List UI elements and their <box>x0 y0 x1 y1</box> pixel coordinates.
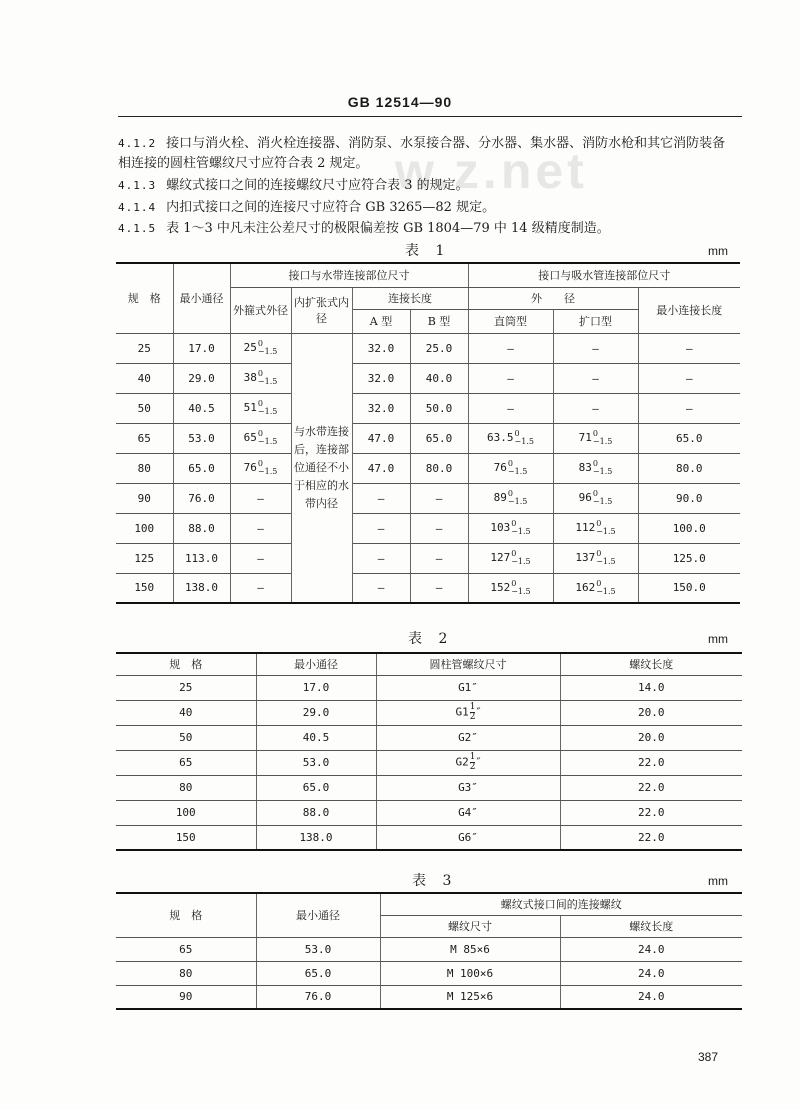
cell-spec: 80 <box>116 961 256 985</box>
cell-bore: 53.0 <box>173 423 230 453</box>
tolerance <box>596 580 615 596</box>
cell-value: — <box>257 581 264 595</box>
t3-header-bore: 最小通径 <box>256 893 380 937</box>
thread-size: G4″ <box>458 806 478 819</box>
clause-text: 内扣式接口之间的连接尺寸应符合 GB 3265—82 规定。 <box>166 200 496 215</box>
cell-type-b: — <box>410 543 468 573</box>
thread-size: G2″ <box>458 731 478 744</box>
cell-bore: 53.0 <box>256 750 376 775</box>
cell-value: — <box>592 341 599 355</box>
cell-thread <box>376 825 560 850</box>
cell-flared <box>553 543 638 573</box>
cell-length: 20.0 <box>560 700 742 725</box>
tolerance-lower: −1.5 <box>511 586 531 596</box>
cell-type-b: — <box>410 573 468 603</box>
table1-unit: mm <box>708 244 728 258</box>
tolerance <box>596 520 615 536</box>
cell-min-length: 100.0 <box>638 513 740 543</box>
tolerance-upper: 0 <box>511 578 517 588</box>
table3-caption: 表 3 <box>412 873 458 889</box>
cell-bore: 113.0 <box>173 543 230 573</box>
header-type-b: B 型 <box>410 309 468 333</box>
tolerance <box>511 520 530 536</box>
cell-spec: 100 <box>116 800 256 825</box>
cell-thread <box>376 800 560 825</box>
thread-size: G1 <box>455 705 469 719</box>
tolerance-lower: −1.5 <box>511 527 531 536</box>
table-row <box>116 725 742 750</box>
cell-type-a: 47.0 <box>352 423 410 453</box>
tolerance <box>593 490 612 506</box>
table-row <box>116 513 740 543</box>
cell-min-length: 80.0 <box>638 453 740 483</box>
tolerance-lower: −1.5 <box>511 557 531 566</box>
header-min-conn-length: 最小连接长度 <box>638 287 740 333</box>
cell-type-a: — <box>352 543 410 573</box>
cell-value: 112 <box>575 521 596 534</box>
cell-length: 24.0 <box>560 985 742 1009</box>
cell-min-length: 65.0 <box>638 423 740 453</box>
tolerance-lower: −1.5 <box>592 497 613 506</box>
header-conn-length: 连接长度 <box>352 287 468 309</box>
cell-value: — <box>257 491 264 505</box>
cell-thread-size: M 85×6 <box>380 937 560 961</box>
t3-header-size: 螺纹尺寸 <box>380 915 560 937</box>
cell-bore: 76.0 <box>173 483 230 513</box>
cell-spec: 40 <box>116 700 256 725</box>
tolerance-lower: −1.5 <box>257 347 278 356</box>
cell-value: 65 <box>243 431 257 444</box>
t2-header-bore: 最小通径 <box>256 653 376 675</box>
cell-value: — <box>507 371 514 385</box>
tolerance-lower: −1.5 <box>257 407 278 416</box>
cell-min-length: — <box>638 333 740 363</box>
cell-spec: 150 <box>116 825 256 850</box>
cell-straight <box>468 453 553 483</box>
cell-length: 24.0 <box>560 937 742 961</box>
table-row <box>116 700 742 725</box>
cell-hoop <box>230 573 291 603</box>
cell-type-b: 50.0 <box>410 393 468 423</box>
tolerance <box>508 460 527 476</box>
tolerance <box>593 430 612 446</box>
cell-length: 22.0 <box>560 825 742 850</box>
tolerance-upper: 0 <box>257 339 263 348</box>
tolerance-upper: 0 <box>592 489 598 498</box>
header-min-bore: 最小通径 <box>173 263 230 333</box>
cell-min-length: — <box>638 363 740 393</box>
clause-number: 4.1.3 <box>118 179 157 192</box>
cell-length: 14.0 <box>560 675 742 700</box>
cell-spec: 90 <box>116 985 256 1009</box>
cell-type-b: — <box>410 513 468 543</box>
tolerance-upper: 0 <box>592 429 598 438</box>
fraction-numerator: 1 <box>469 752 476 762</box>
t2-header-len: 螺纹长度 <box>560 653 742 675</box>
header-suction-group: 接口与吸水管连接部位尺寸 <box>468 263 740 287</box>
tolerance-upper: 0 <box>514 429 520 438</box>
cell-straight <box>468 543 553 573</box>
cell-spec: 90 <box>116 483 173 513</box>
cell-type-a: — <box>352 573 410 603</box>
t2-header-spec: 规 格 <box>116 653 256 675</box>
cell-spec: 50 <box>116 393 173 423</box>
cell-value: 152 <box>490 580 511 594</box>
inch-mark: ″ <box>476 755 481 769</box>
cell-type-a: — <box>352 513 410 543</box>
t3-header-spec: 规 格 <box>116 893 256 937</box>
tolerance <box>593 460 612 476</box>
clause-4-1-4 <box>118 198 748 218</box>
table-row <box>116 483 740 513</box>
thread-size: G1″ <box>458 681 478 694</box>
cell-value: — <box>592 401 599 415</box>
cell-length: 20.0 <box>560 725 742 750</box>
cell-hoop <box>230 393 291 423</box>
table3-unit: mm <box>708 874 728 888</box>
cell-min-length: 90.0 <box>638 483 740 513</box>
cell-type-b: 25.0 <box>410 333 468 363</box>
cell-type-a: 47.0 <box>352 453 410 483</box>
tolerance-lower: −1.5 <box>507 467 528 476</box>
cell-spec: 25 <box>116 333 173 363</box>
tolerance-upper: 0 <box>507 489 513 498</box>
table-row <box>116 937 742 961</box>
header-type-a: A 型 <box>352 309 410 333</box>
table-row <box>116 775 742 800</box>
cell-hoop <box>230 453 291 483</box>
fraction-numerator: 1 <box>469 702 476 712</box>
clause-4-1-5 <box>118 219 748 239</box>
cell-straight <box>468 333 553 363</box>
clause-number: 4.1.4 <box>118 201 157 214</box>
table-row <box>116 750 742 775</box>
header-outer-dia: 外 径 <box>468 287 638 309</box>
clause-4-1-2 <box>118 134 748 154</box>
tolerance <box>511 580 530 596</box>
tolerance-upper: 0 <box>257 459 263 468</box>
cell-type-a: — <box>352 483 410 513</box>
clause-4-1-3 <box>118 176 748 196</box>
cell-straight <box>468 393 553 423</box>
tolerance-upper: 0 <box>596 578 602 588</box>
cell-thread <box>376 775 560 800</box>
header-straight: 直筒型 <box>468 309 553 333</box>
thread-size: G3″ <box>458 781 478 794</box>
cell-spec: 50 <box>116 725 256 750</box>
clause-text: 螺纹式接口之间的连接螺纹尺寸应符合表 3 的规定。 <box>166 178 469 193</box>
cell-bore: 65.0 <box>173 453 230 483</box>
cell-spec: 80 <box>116 453 173 483</box>
cell-bore: 88.0 <box>173 513 230 543</box>
tolerance-upper: 0 <box>596 549 602 558</box>
table-row <box>116 363 740 393</box>
page-number: 387 <box>698 1050 719 1064</box>
table2-caption: 表 2 <box>408 631 454 647</box>
cell-bore: 88.0 <box>256 800 376 825</box>
cell-value: 63.5 <box>487 431 514 444</box>
clause-4-1-2-cont: 相连接的圆柱管螺纹尺寸应符合表 2 规定。 <box>118 156 369 171</box>
cell-spec: 125 <box>116 543 173 573</box>
cell-flared <box>553 483 638 513</box>
cell-type-b: 80.0 <box>410 453 468 483</box>
cell-spec: 80 <box>116 775 256 800</box>
cell-spec: 150 <box>116 573 173 603</box>
tolerance-upper: 0 <box>511 549 517 558</box>
watermark: w.z.net <box>395 143 588 199</box>
cell-min-length: 125.0 <box>638 543 740 573</box>
cell-value: 76 <box>493 461 507 474</box>
cell-min-length: — <box>638 393 740 423</box>
cell-value: 83 <box>578 461 592 474</box>
clause-text: 接口与消火栓、消火栓连接器、消防泵、水泵接合器、分水器、集水器、消防水枪和其它消防装备 <box>166 136 726 151</box>
cell-value: 96 <box>578 491 592 504</box>
header-outer-hoop: 外箍式外径 <box>230 287 291 333</box>
thread-fraction <box>470 753 476 772</box>
tolerance <box>596 550 615 566</box>
inch-mark: ″ <box>476 705 481 719</box>
tolerance-upper: 0 <box>507 459 513 468</box>
cell-straight <box>468 363 553 393</box>
cell-flared <box>553 573 638 603</box>
table-row <box>116 985 742 1009</box>
tolerance-upper: 0 <box>511 519 517 528</box>
header-spec: 规 格 <box>116 263 173 333</box>
header-inner-expand: 内扩张式内径 <box>291 287 352 333</box>
cell-bore: 29.0 <box>256 700 376 725</box>
cell-value: — <box>507 341 514 355</box>
tolerance <box>258 430 277 446</box>
cell-value: 103 <box>490 521 511 534</box>
cell-merged-note: 与水带连接后，连接部位通径不小于相应的水带内径 <box>291 333 352 603</box>
cell-flared <box>553 393 638 423</box>
tolerance-lower: −1.5 <box>592 437 613 446</box>
cell-hoop <box>230 423 291 453</box>
table2-unit: mm <box>708 632 728 646</box>
cell-value: — <box>257 521 264 535</box>
cell-thread-size: M 100×6 <box>380 961 560 985</box>
thread-fraction <box>470 703 476 722</box>
cell-flared <box>553 423 638 453</box>
tolerance <box>511 550 530 566</box>
cell-spec: 40 <box>116 363 173 393</box>
cell-bore: 17.0 <box>256 675 376 700</box>
tolerance-lower: −1.5 <box>514 437 534 446</box>
thread-size: G2 <box>455 755 469 769</box>
cell-straight <box>468 483 553 513</box>
tolerance-upper: 0 <box>257 399 263 408</box>
cell-straight <box>468 513 553 543</box>
tolerance <box>508 490 527 506</box>
cell-type-b: 40.0 <box>410 363 468 393</box>
cell-value: — <box>507 401 514 415</box>
tolerance-lower: −1.5 <box>592 467 613 476</box>
cell-spec: 25 <box>116 675 256 700</box>
tolerance-upper: 0 <box>596 519 602 528</box>
cell-value: 127 <box>490 551 511 564</box>
cell-thread <box>376 750 560 775</box>
tolerance <box>258 370 277 386</box>
cell-thread-size: M 125×6 <box>380 985 560 1009</box>
cell-spec: 65 <box>116 750 256 775</box>
header-flared: 扩口型 <box>553 309 638 333</box>
tolerance <box>258 460 277 476</box>
cell-type-a: 32.0 <box>352 393 410 423</box>
cell-spec: 65 <box>116 937 256 961</box>
cell-value: 89 <box>493 491 507 504</box>
cell-bore: 40.5 <box>256 725 376 750</box>
tolerance <box>258 400 277 416</box>
cell-spec: 100 <box>116 513 173 543</box>
cell-thread <box>376 700 560 725</box>
cell-hoop <box>230 333 291 363</box>
table-row <box>116 543 740 573</box>
cell-type-b: — <box>410 483 468 513</box>
tolerance-lower: −1.5 <box>257 437 278 446</box>
table1-caption: 表 1 <box>405 243 451 259</box>
cell-flared <box>553 363 638 393</box>
table-row <box>116 825 742 850</box>
cell-bore: 65.0 <box>256 775 376 800</box>
cell-value: 137 <box>575 551 596 564</box>
cell-value: 71 <box>578 431 592 444</box>
table1 <box>116 262 740 604</box>
cell-length: 24.0 <box>560 961 742 985</box>
cell-bore: 138.0 <box>256 825 376 850</box>
cell-thread <box>376 725 560 750</box>
cell-bore: 29.0 <box>173 363 230 393</box>
cell-bore: 65.0 <box>256 961 380 985</box>
tolerance-upper: 0 <box>592 459 598 468</box>
table-row <box>116 573 740 603</box>
tolerance-lower: −1.5 <box>596 557 616 566</box>
t3-header-group: 螺纹式接口间的连接螺纹 <box>380 893 742 915</box>
cell-straight <box>468 573 553 603</box>
cell-flared <box>553 453 638 483</box>
table-row <box>116 675 742 700</box>
tolerance-lower: −1.5 <box>507 497 528 506</box>
cell-value: 162 <box>575 580 596 594</box>
thread-size: G6″ <box>458 830 478 844</box>
header-hose-group: 接口与水带连接部位尺寸 <box>230 263 468 287</box>
cell-bore: 17.0 <box>173 333 230 363</box>
tolerance-upper: 0 <box>257 429 263 438</box>
t2-header-thread: 圆柱管螺纹尺寸 <box>376 653 560 675</box>
cell-length: 22.0 <box>560 775 742 800</box>
page-header: GB 12514—90 <box>347 94 453 110</box>
table-row <box>116 333 740 363</box>
t3-header-len: 螺纹长度 <box>560 915 742 937</box>
cell-hoop <box>230 483 291 513</box>
table-row <box>116 453 740 483</box>
cell-length: 22.0 <box>560 800 742 825</box>
table-row <box>116 393 740 423</box>
tolerance-lower: −1.5 <box>257 377 278 386</box>
tolerance-lower: −1.5 <box>257 467 278 476</box>
cell-value: 38 <box>243 371 257 384</box>
cell-thread <box>376 675 560 700</box>
cell-bore: 76.0 <box>256 985 380 1009</box>
fraction-denominator: 2 <box>469 712 476 722</box>
cell-value: 76 <box>243 461 257 474</box>
header-rule <box>118 116 742 117</box>
cell-type-b: 65.0 <box>410 423 468 453</box>
tolerance-lower: −1.5 <box>596 527 616 536</box>
cell-length: 22.0 <box>560 750 742 775</box>
cell-type-a: 32.0 <box>352 333 410 363</box>
cell-bore: 53.0 <box>256 937 380 961</box>
clause-number: 4.1.5 <box>118 222 157 235</box>
tolerance-lower: −1.5 <box>596 586 616 596</box>
table-row <box>116 800 742 825</box>
table3 <box>116 892 742 1010</box>
cell-straight <box>468 423 553 453</box>
cell-value: 51 <box>243 401 257 414</box>
cell-flared <box>553 513 638 543</box>
cell-value: — <box>592 371 599 385</box>
cell-value: — <box>257 551 264 565</box>
cell-spec: 65 <box>116 423 173 453</box>
cell-min-length: 150.0 <box>638 573 740 603</box>
cell-bore: 138.0 <box>173 573 230 603</box>
clause-text: 表 1～3 中凡未注公差尺寸的极限偏差按 GB 1804—79 中 14 级精度制造。 <box>166 221 610 236</box>
tolerance <box>258 340 277 356</box>
cell-hoop <box>230 513 291 543</box>
cell-hoop <box>230 363 291 393</box>
fraction-denominator: 2 <box>469 762 476 772</box>
cell-flared <box>553 333 638 363</box>
tolerance <box>515 430 534 446</box>
table-row <box>116 961 742 985</box>
cell-type-a: 32.0 <box>352 363 410 393</box>
clause-number: 4.1.2 <box>118 137 157 150</box>
cell-hoop <box>230 543 291 573</box>
cell-bore: 40.5 <box>173 393 230 423</box>
table-row <box>116 423 740 453</box>
tolerance-upper: 0 <box>257 369 263 378</box>
cell-value: 25 <box>243 341 257 354</box>
table2 <box>116 652 742 851</box>
